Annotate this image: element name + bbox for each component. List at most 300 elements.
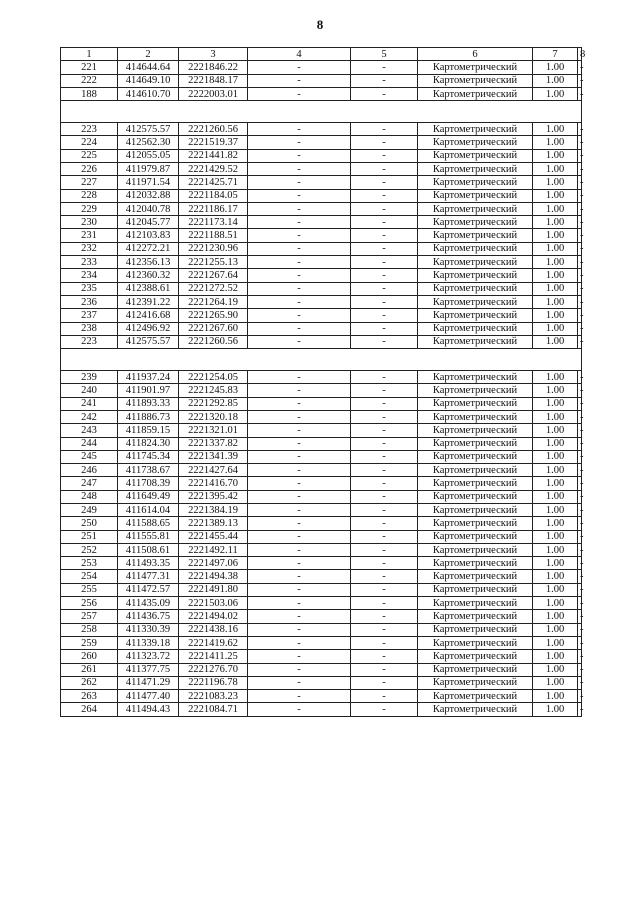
- cell-col-4: -: [248, 149, 351, 162]
- cell-col-4: -: [248, 690, 351, 703]
- cell-col-3: 2221494.38: [179, 570, 248, 583]
- cell-col-6: Картометрический: [418, 74, 533, 87]
- cell-col-5: -: [351, 477, 418, 490]
- cell-col-5: -: [351, 490, 418, 503]
- cell-col-1: 251: [61, 530, 118, 543]
- cell-col-6: Картометрический: [418, 557, 533, 570]
- cell-col-7: 1.00: [533, 189, 578, 202]
- cell-col-5: -: [351, 690, 418, 703]
- cell-col-4: -: [248, 597, 351, 610]
- cell-col-8: -: [578, 477, 582, 490]
- cell-col-4: -: [248, 703, 351, 716]
- cell-col-7: 1.00: [533, 256, 578, 269]
- cell-col-3: 2221255.13: [179, 256, 248, 269]
- cell-col-1: 231: [61, 229, 118, 242]
- cell-col-2: 411979.87: [118, 162, 179, 175]
- cell-col-1: 257: [61, 610, 118, 623]
- cell-col-6: Картометрический: [418, 202, 533, 215]
- cell-col-4: -: [248, 123, 351, 136]
- cell-col-2: 411971.54: [118, 176, 179, 189]
- cell-col-5: -: [351, 176, 418, 189]
- table-row: [61, 176, 582, 189]
- cell-col-2: 411477.40: [118, 690, 179, 703]
- cell-col-6: Картометрический: [418, 570, 533, 583]
- cell-col-2: 411477.31: [118, 570, 179, 583]
- cell-col-1: 249: [61, 503, 118, 516]
- cell-col-3: 2221083.23: [179, 690, 248, 703]
- table-row: [61, 650, 582, 663]
- cell-col-4: -: [248, 410, 351, 423]
- cell-col-6: Картометрический: [418, 123, 533, 136]
- cell-col-2: 411708.39: [118, 477, 179, 490]
- cell-col-6: Картометрический: [418, 676, 533, 689]
- cell-col-2: 411937.24: [118, 371, 179, 384]
- cell-col-4: -: [248, 570, 351, 583]
- cell-col-7: 1.00: [533, 464, 578, 477]
- cell-col-3: 2221276.70: [179, 663, 248, 676]
- cell-col-1: 225: [61, 149, 118, 162]
- cell-col-8: -: [578, 61, 582, 74]
- cell-col-6: Картометрический: [418, 424, 533, 437]
- cell-col-1: 259: [61, 636, 118, 649]
- cell-col-4: -: [248, 623, 351, 636]
- table-row: [61, 503, 582, 516]
- cell-col-1: 255: [61, 583, 118, 596]
- cell-col-1: 239: [61, 371, 118, 384]
- table-row: [61, 123, 582, 136]
- table-row: [61, 397, 582, 410]
- cell-col-6: Картометрический: [418, 371, 533, 384]
- blank-cell: [61, 101, 582, 123]
- cell-col-8: -: [578, 295, 582, 308]
- cell-col-2: 414610.70: [118, 87, 179, 100]
- cell-col-3: 2221265.90: [179, 309, 248, 322]
- cell-col-6: Картометрический: [418, 410, 533, 423]
- cell-col-4: -: [248, 517, 351, 530]
- cell-col-3: 2221441.82: [179, 149, 248, 162]
- cell-col-6: Картометрический: [418, 597, 533, 610]
- cell-col-4: -: [248, 322, 351, 335]
- cell-col-8: -: [578, 74, 582, 87]
- cell-col-3: 2221848.17: [179, 74, 248, 87]
- cell-col-3: 2221267.64: [179, 269, 248, 282]
- cell-col-5: -: [351, 636, 418, 649]
- cell-col-7: 1.00: [533, 610, 578, 623]
- cell-col-6: Картометрический: [418, 282, 533, 295]
- cell-col-3: 2221384.19: [179, 503, 248, 516]
- cell-col-4: -: [248, 450, 351, 463]
- cell-col-6: Картометрический: [418, 269, 533, 282]
- cell-col-1: 229: [61, 202, 118, 215]
- cell-col-6: Картометрический: [418, 437, 533, 450]
- cell-col-2: 414649.10: [118, 74, 179, 87]
- cell-col-8: -: [578, 123, 582, 136]
- cell-col-7: 1.00: [533, 410, 578, 423]
- table-row: [61, 437, 582, 450]
- cell-col-8: -: [578, 136, 582, 149]
- cell-col-7: 1.00: [533, 676, 578, 689]
- cell-col-7: 1.00: [533, 136, 578, 149]
- cell-col-8: -: [578, 437, 582, 450]
- cell-col-7: 1.00: [533, 74, 578, 87]
- cell-col-3: 2221846.22: [179, 61, 248, 74]
- cell-col-1: 223: [61, 335, 118, 348]
- cell-col-7: 1.00: [533, 650, 578, 663]
- cell-col-5: -: [351, 136, 418, 149]
- cell-col-8: -: [578, 583, 582, 596]
- cell-col-6: Картометрический: [418, 583, 533, 596]
- cell-col-8: -: [578, 242, 582, 255]
- table-row: [61, 322, 582, 335]
- cell-col-5: -: [351, 371, 418, 384]
- cell-col-1: 221: [61, 61, 118, 74]
- cell-col-3: 2221184.05: [179, 189, 248, 202]
- cell-col-2: 412356.13: [118, 256, 179, 269]
- cell-col-8: -: [578, 309, 582, 322]
- cell-col-5: -: [351, 229, 418, 242]
- cell-col-1: 228: [61, 189, 118, 202]
- cell-col-7: 1.00: [533, 437, 578, 450]
- cell-col-3: 2221264.19: [179, 295, 248, 308]
- cell-col-5: -: [351, 397, 418, 410]
- cell-col-1: 226: [61, 162, 118, 175]
- cell-col-5: -: [351, 424, 418, 437]
- cell-col-3: 2221492.11: [179, 543, 248, 556]
- cell-col-1: 230: [61, 216, 118, 229]
- cell-col-7: 1.00: [533, 597, 578, 610]
- cell-col-5: -: [351, 269, 418, 282]
- cell-col-5: -: [351, 202, 418, 215]
- cell-col-5: -: [351, 557, 418, 570]
- cell-col-6: Картометрический: [418, 229, 533, 242]
- cell-col-8: -: [578, 636, 582, 649]
- column-header-7: 7: [533, 48, 578, 61]
- cell-col-1: 236: [61, 295, 118, 308]
- cell-col-8: -: [578, 282, 582, 295]
- table-row: [61, 295, 582, 308]
- cell-col-7: 1.00: [533, 282, 578, 295]
- cell-col-7: 1.00: [533, 530, 578, 543]
- cell-col-4: -: [248, 557, 351, 570]
- cell-col-1: 263: [61, 690, 118, 703]
- cell-col-3: 2221254.05: [179, 371, 248, 384]
- cell-col-6: Картометрический: [418, 176, 533, 189]
- cell-col-8: -: [578, 371, 582, 384]
- table-row: [61, 477, 582, 490]
- cell-col-2: 411649.49: [118, 490, 179, 503]
- cell-col-4: -: [248, 424, 351, 437]
- cell-col-3: 2221497.06: [179, 557, 248, 570]
- cell-col-6: Картометрический: [418, 636, 533, 649]
- cell-col-4: -: [248, 464, 351, 477]
- cell-col-8: -: [578, 424, 582, 437]
- cell-col-8: -: [578, 410, 582, 423]
- cell-col-6: Картометрический: [418, 322, 533, 335]
- table-header: [61, 48, 586, 61]
- table-row: [61, 490, 582, 503]
- cell-col-5: -: [351, 295, 418, 308]
- cell-col-7: 1.00: [533, 149, 578, 162]
- cell-col-5: -: [351, 676, 418, 689]
- table-row: [61, 384, 582, 397]
- cell-col-7: 1.00: [533, 384, 578, 397]
- cell-col-4: -: [248, 610, 351, 623]
- cell-col-7: 1.00: [533, 371, 578, 384]
- cell-col-2: 411824.30: [118, 437, 179, 450]
- cell-col-3: 2221260.56: [179, 335, 248, 348]
- cell-col-3: 2222003.01: [179, 87, 248, 100]
- cell-col-2: 411494.43: [118, 703, 179, 716]
- table-row: [61, 676, 582, 689]
- cell-col-5: -: [351, 384, 418, 397]
- cell-col-1: 242: [61, 410, 118, 423]
- cell-col-3: 2221260.56: [179, 123, 248, 136]
- cell-col-2: 412391.22: [118, 295, 179, 308]
- cell-col-5: -: [351, 335, 418, 348]
- cell-col-4: -: [248, 384, 351, 397]
- cell-col-8: -: [578, 149, 582, 162]
- cell-col-2: 412103.83: [118, 229, 179, 242]
- table-row: [61, 690, 582, 703]
- cell-col-4: -: [248, 335, 351, 348]
- cell-col-5: -: [351, 322, 418, 335]
- cell-col-1: 250: [61, 517, 118, 530]
- cell-col-2: 412360.32: [118, 269, 179, 282]
- cell-col-3: 2221173.14: [179, 216, 248, 229]
- cell-col-6: Картометрический: [418, 87, 533, 100]
- cell-col-6: Картометрический: [418, 490, 533, 503]
- cell-col-6: Картометрический: [418, 335, 533, 348]
- cell-col-5: -: [351, 309, 418, 322]
- cell-col-1: 243: [61, 424, 118, 437]
- cell-col-6: Картометрический: [418, 477, 533, 490]
- cell-col-8: -: [578, 322, 582, 335]
- cell-col-1: 227: [61, 176, 118, 189]
- cell-col-4: -: [248, 176, 351, 189]
- column-header-8: 8: [578, 48, 582, 61]
- cell-col-8: -: [578, 384, 582, 397]
- cell-col-2: 412575.57: [118, 335, 179, 348]
- cell-col-3: 2221455.44: [179, 530, 248, 543]
- cell-col-7: 1.00: [533, 583, 578, 596]
- cell-col-4: -: [248, 309, 351, 322]
- cell-col-2: 412496.92: [118, 322, 179, 335]
- cell-col-7: 1.00: [533, 162, 578, 175]
- table-row: [61, 557, 582, 570]
- cell-col-3: 2221427.64: [179, 464, 248, 477]
- cell-col-5: -: [351, 87, 418, 100]
- cell-col-2: 411901.97: [118, 384, 179, 397]
- cell-col-3: 2221292.85: [179, 397, 248, 410]
- column-header-4: 4: [248, 48, 351, 61]
- cell-col-4: -: [248, 490, 351, 503]
- cell-col-4: -: [248, 676, 351, 689]
- table-row: [61, 61, 582, 74]
- cell-col-2: 411339.18: [118, 636, 179, 649]
- cell-col-2: 411738.67: [118, 464, 179, 477]
- cell-col-1: 246: [61, 464, 118, 477]
- cell-col-1: 262: [61, 676, 118, 689]
- cell-col-4: -: [248, 650, 351, 663]
- cell-col-1: 241: [61, 397, 118, 410]
- cell-col-1: 234: [61, 269, 118, 282]
- cell-col-2: 412045.77: [118, 216, 179, 229]
- cell-col-8: -: [578, 663, 582, 676]
- cell-col-5: -: [351, 583, 418, 596]
- cell-col-6: Картометрический: [418, 703, 533, 716]
- cell-col-2: 411436.75: [118, 610, 179, 623]
- cell-col-3: 2221411.25: [179, 650, 248, 663]
- column-header-3: 3: [179, 48, 248, 61]
- cell-col-3: 2221519.37: [179, 136, 248, 149]
- cell-col-6: Картометрический: [418, 464, 533, 477]
- cell-col-7: 1.00: [533, 663, 578, 676]
- cell-col-1: 232: [61, 242, 118, 255]
- cell-col-2: 411859.15: [118, 424, 179, 437]
- cell-col-3: 2221188.51: [179, 229, 248, 242]
- cell-col-8: -: [578, 543, 582, 556]
- cell-col-5: -: [351, 663, 418, 676]
- cell-col-5: -: [351, 256, 418, 269]
- cell-col-1: 224: [61, 136, 118, 149]
- table-row: [61, 530, 582, 543]
- cell-col-7: 1.00: [533, 309, 578, 322]
- cell-col-6: Картометрический: [418, 136, 533, 149]
- cell-col-2: 411614.04: [118, 503, 179, 516]
- cell-col-7: 1.00: [533, 517, 578, 530]
- cell-col-3: 2221429.52: [179, 162, 248, 175]
- cell-col-3: 2221494.02: [179, 610, 248, 623]
- cell-col-7: 1.00: [533, 87, 578, 100]
- cell-col-5: -: [351, 464, 418, 477]
- cell-col-1: 240: [61, 384, 118, 397]
- cell-col-4: -: [248, 371, 351, 384]
- cell-col-4: -: [248, 202, 351, 215]
- cell-col-1: 222: [61, 74, 118, 87]
- column-header-6: 6: [418, 48, 533, 61]
- cell-col-1: 252: [61, 543, 118, 556]
- cell-col-1: 264: [61, 703, 118, 716]
- cell-col-1: 223: [61, 123, 118, 136]
- cell-col-3: 2221230.96: [179, 242, 248, 255]
- cell-col-4: -: [248, 136, 351, 149]
- cell-col-3: 2221425.71: [179, 176, 248, 189]
- table-row: [61, 583, 582, 596]
- cell-col-8: -: [578, 503, 582, 516]
- table-row: [61, 216, 582, 229]
- cell-col-6: Картометрический: [418, 162, 533, 175]
- cell-col-8: -: [578, 676, 582, 689]
- cell-col-6: Картометрический: [418, 216, 533, 229]
- cell-col-7: 1.00: [533, 557, 578, 570]
- cell-col-4: -: [248, 269, 351, 282]
- table-row: [61, 623, 582, 636]
- cell-col-7: 1.00: [533, 570, 578, 583]
- cell-col-4: -: [248, 61, 351, 74]
- table-row: [61, 242, 582, 255]
- cell-col-7: 1.00: [533, 61, 578, 74]
- cell-col-1: 233: [61, 256, 118, 269]
- cell-col-2: 411330.39: [118, 623, 179, 636]
- cell-col-5: -: [351, 623, 418, 636]
- cell-col-5: -: [351, 189, 418, 202]
- table-row: [61, 335, 582, 348]
- cell-col-1: 188: [61, 87, 118, 100]
- table-row: [61, 424, 582, 437]
- cell-col-1: 247: [61, 477, 118, 490]
- cell-col-8: -: [578, 530, 582, 543]
- cell-col-4: -: [248, 229, 351, 242]
- cell-col-2: 411472.57: [118, 583, 179, 596]
- table-row: [61, 543, 582, 556]
- table-row: [61, 229, 582, 242]
- table-row: [61, 74, 582, 87]
- cell-col-3: 2221186.17: [179, 202, 248, 215]
- cell-col-5: -: [351, 597, 418, 610]
- cell-col-1: 235: [61, 282, 118, 295]
- cell-col-7: 1.00: [533, 503, 578, 516]
- cell-col-5: -: [351, 610, 418, 623]
- cell-col-1: 237: [61, 309, 118, 322]
- cell-col-2: 411588.65: [118, 517, 179, 530]
- cell-col-6: Картометрический: [418, 189, 533, 202]
- cell-col-5: -: [351, 703, 418, 716]
- cell-col-7: 1.00: [533, 490, 578, 503]
- cell-col-7: 1.00: [533, 202, 578, 215]
- cell-col-2: 414644.64: [118, 61, 179, 74]
- table-row: [61, 450, 582, 463]
- cell-col-1: 254: [61, 570, 118, 583]
- table-row-blank: [61, 101, 582, 123]
- table-row: [61, 610, 582, 623]
- table-row: [61, 517, 582, 530]
- cell-col-2: 412055.05: [118, 149, 179, 162]
- cell-col-7: 1.00: [533, 690, 578, 703]
- cell-col-4: -: [248, 256, 351, 269]
- cell-col-2: 412040.78: [118, 202, 179, 215]
- cell-col-5: -: [351, 503, 418, 516]
- table-row: [61, 256, 582, 269]
- cell-col-6: Картометрический: [418, 309, 533, 322]
- table-row: [61, 309, 582, 322]
- table-row: [61, 636, 582, 649]
- coordinates-table: [60, 47, 586, 717]
- cell-col-7: 1.00: [533, 216, 578, 229]
- cell-col-8: -: [578, 189, 582, 202]
- cell-col-8: -: [578, 216, 582, 229]
- cell-col-5: -: [351, 450, 418, 463]
- cell-col-4: -: [248, 282, 351, 295]
- cell-col-6: Картометрический: [418, 530, 533, 543]
- cell-col-3: 2221196.78: [179, 676, 248, 689]
- cell-col-7: 1.00: [533, 450, 578, 463]
- cell-col-3: 2221491.80: [179, 583, 248, 596]
- cell-col-4: -: [248, 397, 351, 410]
- cell-col-7: 1.00: [533, 269, 578, 282]
- table-row-blank: [61, 349, 582, 371]
- cell-col-8: -: [578, 490, 582, 503]
- cell-col-2: 411555.81: [118, 530, 179, 543]
- cell-col-6: Картометрический: [418, 503, 533, 516]
- cell-col-6: Картометрический: [418, 517, 533, 530]
- table-row: [61, 202, 582, 215]
- cell-col-2: 411435.09: [118, 597, 179, 610]
- cell-col-4: -: [248, 216, 351, 229]
- cell-col-8: -: [578, 176, 582, 189]
- cell-col-2: 411471.29: [118, 676, 179, 689]
- cell-col-8: -: [578, 202, 582, 215]
- cell-col-3: 2221416.70: [179, 477, 248, 490]
